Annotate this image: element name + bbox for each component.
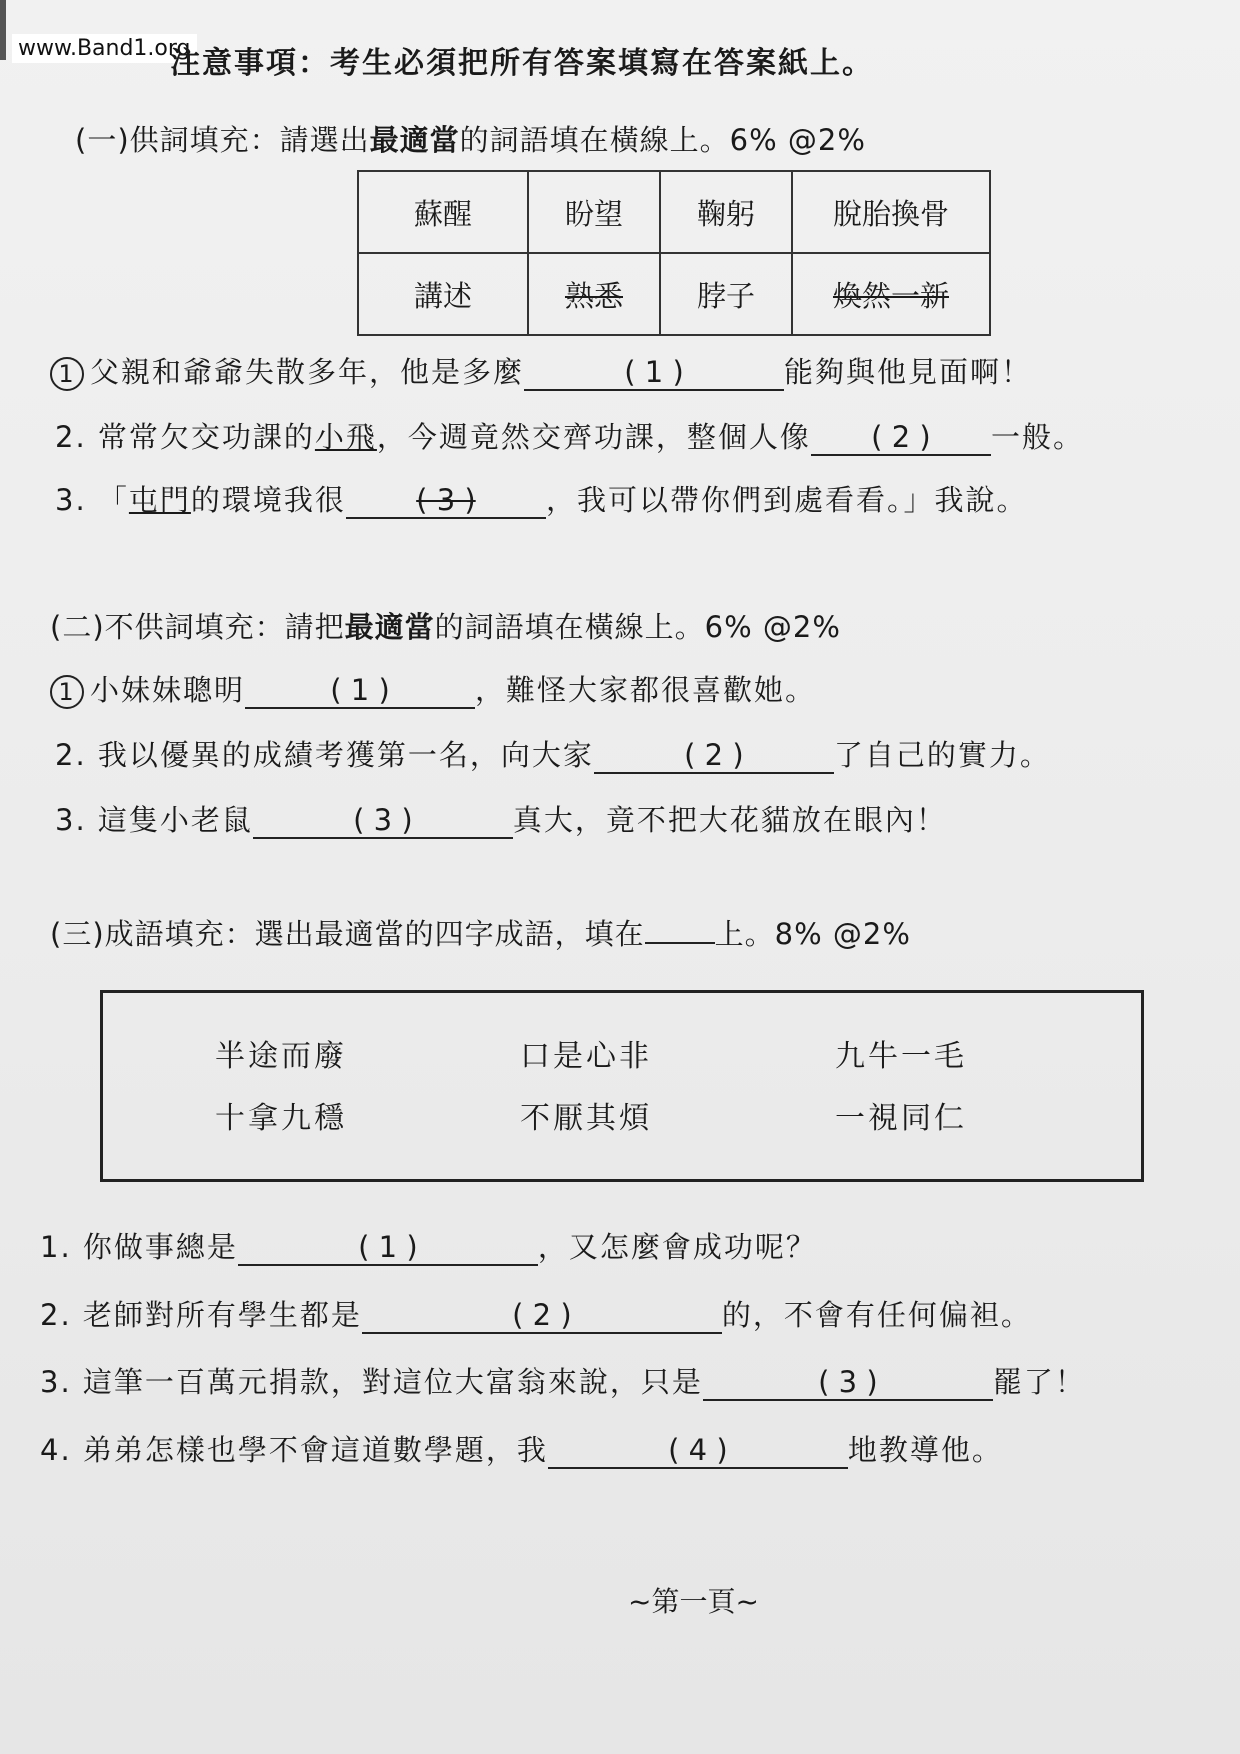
- question-text: 了自己的實力。: [833, 738, 1051, 772]
- answer-blank: [703, 1365, 993, 1401]
- section3-prefix: (三)成語填充：選出最適當的四字成語，填在: [50, 917, 645, 951]
- s1-question-2: [55, 415, 1084, 456]
- question-text: 這隻小老鼠: [97, 803, 253, 837]
- proper-name: 屯門: [128, 483, 191, 517]
- question-text: 這筆一百萬元捐款，對這位大富翁來說，只是: [82, 1365, 703, 1399]
- question-text: 的，不會有任何偏袒。: [721, 1298, 1032, 1332]
- answer-blank: [362, 1298, 722, 1334]
- question-number: 3.: [55, 483, 87, 517]
- word-cell: 講述: [358, 253, 528, 335]
- s2-question-1: [50, 668, 816, 709]
- question-text: ，難怪大家都很喜歡她。: [475, 673, 817, 707]
- section3-heading: [50, 912, 911, 953]
- proper-name: 小飛: [314, 420, 377, 454]
- question-text: 你做事總是: [82, 1230, 238, 1264]
- section2-bold: 最適當: [344, 610, 435, 644]
- section2-heading: [50, 605, 841, 646]
- section2-suffix: 的詞語填在橫線上。6% @2%: [434, 610, 841, 644]
- watermark: www.Band1.org: [12, 34, 197, 63]
- s3-question-2: [40, 1293, 1032, 1334]
- answer-blank: [245, 673, 475, 709]
- word-bank-table: [357, 170, 991, 336]
- question-text: ，又怎麼會成功呢？: [537, 1230, 817, 1264]
- s1-question-3: [55, 478, 1027, 519]
- question-number: 3.: [40, 1365, 72, 1399]
- circled-number: 1: [50, 675, 84, 709]
- idiom-item: 一視同仁: [835, 1101, 967, 1136]
- blank-label: ( 4 ): [668, 1433, 728, 1467]
- question-text: 地教導他。: [847, 1433, 1003, 1467]
- word-cell: 脖子: [660, 253, 792, 335]
- question-number: 3.: [55, 803, 87, 837]
- question-text: ，我可以帶你們到處看看。」我說。: [545, 483, 1028, 517]
- question-number: 2.: [55, 738, 87, 772]
- question-text: 能夠與他見面啊！: [784, 355, 1033, 389]
- quote-mark: 「: [97, 483, 129, 517]
- section1-heading: [75, 118, 866, 159]
- word-cell: 鞠躬: [660, 171, 792, 253]
- question-number: 2.: [55, 420, 87, 454]
- answer-blank: [524, 355, 784, 391]
- s3-question-3: [40, 1360, 1086, 1401]
- blank-label: ( 2 ): [871, 420, 931, 454]
- answer-blank: [346, 483, 546, 519]
- idiom-item: 半途而廢: [215, 1039, 347, 1074]
- idiom-item: 十拿九穩: [215, 1101, 347, 1136]
- question-text: ，今週竟然交齊功課，整個人像: [376, 420, 811, 454]
- section1-prefix: (一)供詞填充：請選出: [75, 123, 370, 157]
- section1-suffix: 的詞語填在橫線上。6% @2%: [459, 123, 866, 157]
- blank-label: ( 3 ): [818, 1365, 878, 1399]
- s2-question-3: [55, 798, 947, 839]
- word-cell: 脫胎換骨: [792, 171, 990, 253]
- question-text: 我以優異的成績考獲第一名，向大家: [97, 738, 594, 772]
- word-cell-crossed: 煥然一新: [792, 253, 990, 335]
- answer-blank: [253, 803, 513, 839]
- word-cell: 盼望: [528, 171, 660, 253]
- s1-question-1: [50, 350, 1032, 391]
- heading-blank: [645, 942, 715, 944]
- instructions-title: 注意事項：考生必須把所有答案填寫在答案紙上。: [170, 46, 874, 81]
- blank-label: ( 2 ): [684, 738, 744, 772]
- question-text: 真大，竟不把大花貓放在眼內！: [512, 803, 947, 837]
- answer-blank: [548, 1433, 848, 1469]
- question-text: 弟弟怎樣也學不會這道數學題，我: [82, 1433, 548, 1467]
- page-edge: [0, 0, 6, 60]
- page-footer: ~第一頁~: [628, 1585, 759, 1618]
- answer-blank: [811, 420, 991, 456]
- question-text: 老師對所有學生都是: [82, 1298, 362, 1332]
- s3-question-1: [40, 1225, 817, 1266]
- question-number: 4.: [40, 1433, 72, 1467]
- idiom-item: 九牛一毛: [835, 1039, 967, 1074]
- circled-number: 1: [50, 357, 84, 391]
- question-number: 2.: [40, 1298, 72, 1332]
- question-text: 的環境我很: [190, 483, 346, 517]
- question-text: 一般。: [990, 420, 1084, 454]
- s2-question-2: [55, 733, 1051, 774]
- question-number: 1.: [40, 1230, 72, 1264]
- section2-prefix: (二)不供詞填充：請把: [50, 610, 345, 644]
- blank-label: ( 1 ): [624, 355, 684, 389]
- blank-label: ( 2 ): [512, 1298, 572, 1332]
- question-text: 常常欠交功課的: [97, 420, 315, 454]
- idiom-bank-box: [100, 990, 1144, 1182]
- word-cell: 蘇醒: [358, 171, 528, 253]
- blank-label: ( 1 ): [358, 1230, 418, 1264]
- idiom-item: 不厭其煩: [520, 1101, 652, 1136]
- section3-suffix: 上。8% @2%: [714, 917, 911, 951]
- question-text: 小妹妹聰明: [90, 673, 246, 707]
- idiom-item: 口是心非: [520, 1039, 652, 1074]
- blank-label: ( 3 ): [353, 803, 413, 837]
- answer-blank: [594, 738, 834, 774]
- word-cell-crossed: 熟悉: [528, 253, 660, 335]
- question-text: 父親和爺爺失散多年，他是多麼: [90, 355, 525, 389]
- question-text: 罷了！: [992, 1365, 1086, 1399]
- section1-bold: 最適當: [369, 123, 460, 157]
- blank-label: ( 1 ): [330, 673, 390, 707]
- s3-question-4: [40, 1428, 1003, 1469]
- blank-label: ( 3 ): [416, 483, 476, 517]
- answer-blank: [238, 1230, 538, 1266]
